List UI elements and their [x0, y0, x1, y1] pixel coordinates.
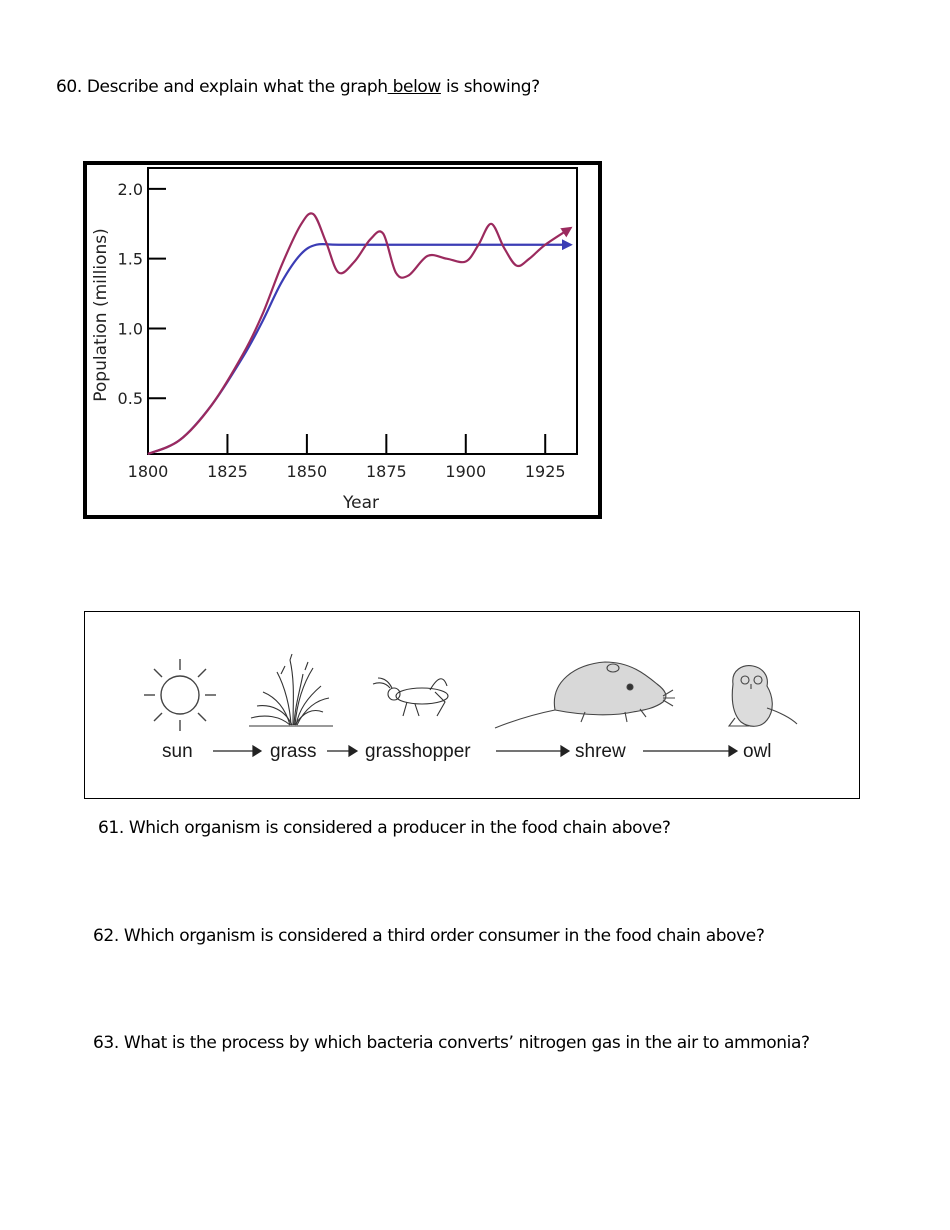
- x-tick-label: 1850: [286, 462, 328, 481]
- question-60-tail: is showing?: [440, 77, 540, 97]
- food-chain-label-sun: sun: [162, 741, 193, 762]
- sun-icon: [144, 659, 216, 731]
- question-63: 63. What is the process by which bacteria converts’ nitrogen gas in the air to ammonia?: [93, 1033, 810, 1053]
- x-tick-label: 1900: [445, 462, 487, 481]
- x-tick-label: 1925: [524, 462, 566, 481]
- x-tick-label: 1800: [127, 462, 169, 481]
- question-60-underlined: below: [387, 77, 441, 97]
- question-60: [56, 77, 540, 97]
- question-62: 62. Which organism is considered a third order consumer in the food chain above?: [93, 926, 765, 946]
- x-tick-label: 1875: [365, 462, 407, 481]
- y-tick-label: 2.0: [117, 179, 143, 199]
- shrew-icon: [495, 662, 675, 728]
- y-tick-label: 1.0: [117, 319, 143, 339]
- series-line-logistic: [148, 244, 571, 454]
- plot-area: [148, 168, 577, 454]
- y-tick-label: 1.5: [117, 249, 143, 269]
- x-tick-label: 1825: [207, 462, 248, 481]
- y-tick-label: 0.5: [117, 389, 143, 409]
- y-axis-title: Population (millions): [91, 228, 111, 402]
- food-chain-diagram: [84, 611, 860, 799]
- question-60-text: 60. Describe and explain what the graph: [56, 77, 388, 97]
- owl-icon: [729, 666, 797, 727]
- question-61: 61. Which organism is considered a producer in the food chain above?: [98, 818, 671, 838]
- population-chart: [83, 161, 602, 519]
- food-chain-label-grasshopper: grasshopper: [365, 741, 471, 762]
- food-chain-svg: [85, 612, 858, 797]
- grasshopper-icon: [373, 678, 448, 716]
- grass-icon: [249, 654, 333, 726]
- food-chain-label-owl: owl: [743, 741, 772, 762]
- series-line-actual: [148, 213, 571, 454]
- x-axis-title: Year: [343, 493, 379, 513]
- food-chain-label-grass: grass: [270, 741, 317, 762]
- chart-svg: [87, 165, 598, 515]
- food-chain-label-shrew: shrew: [575, 741, 626, 762]
